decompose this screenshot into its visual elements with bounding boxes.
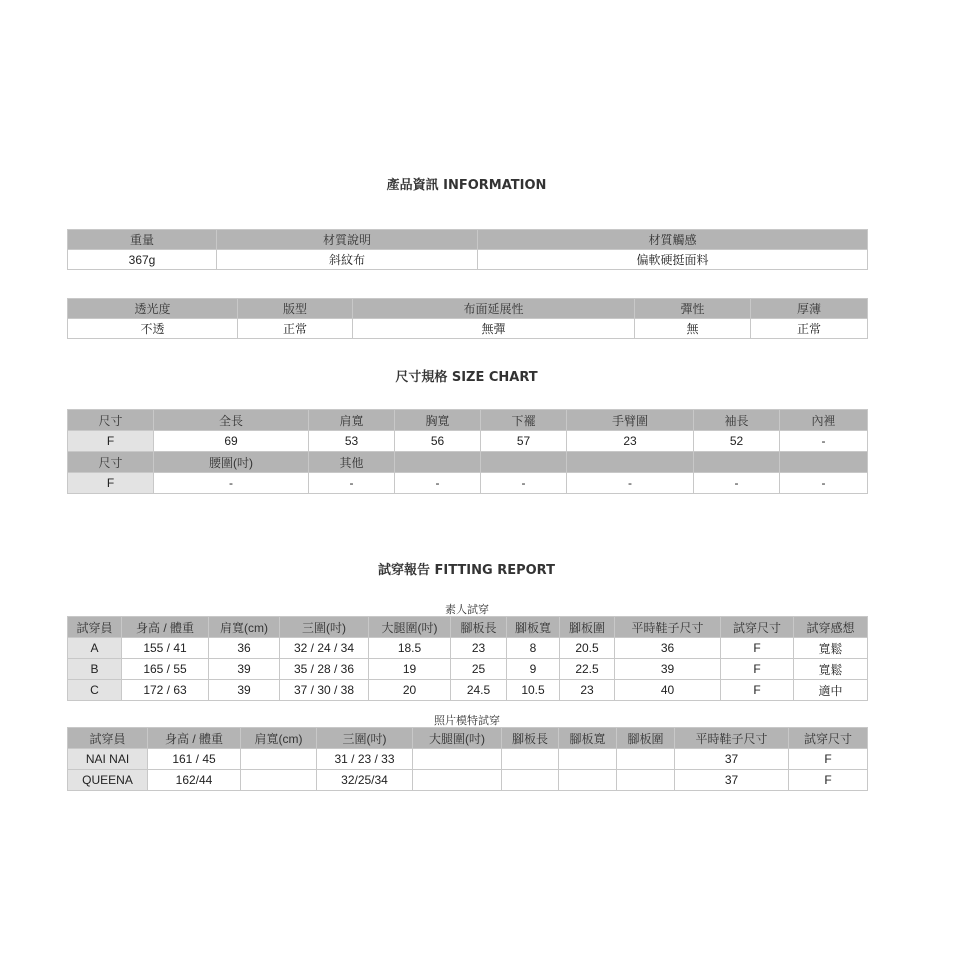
stretch-value: 無彈 <box>353 319 635 339</box>
other-header: 其他 <box>309 452 395 473</box>
table-cell <box>617 770 675 791</box>
chest-cell: 56 <box>395 431 481 452</box>
column-header: 身高 / 體重 <box>122 617 209 638</box>
material-value: 斜紋布 <box>217 250 478 270</box>
empty-header <box>567 452 694 473</box>
hem-cell: 57 <box>481 431 567 452</box>
empty-header <box>395 452 481 473</box>
size-cell: F <box>68 431 154 452</box>
material-table <box>67 229 868 270</box>
value-cell: - <box>481 473 567 494</box>
waist-cell: - <box>154 473 309 494</box>
lining-header: 內裡 <box>780 410 868 431</box>
table-cell: F <box>721 680 794 701</box>
column-header: 肩寬(cm) <box>209 617 280 638</box>
table-row <box>68 250 868 270</box>
elasticity-header: 彈性 <box>635 299 751 319</box>
table-header-row <box>68 452 868 473</box>
table-cell: 172 / 63 <box>122 680 209 701</box>
shoulder-header: 肩寬 <box>309 410 395 431</box>
size-chart-table <box>67 409 868 494</box>
table-cell: F <box>789 749 868 770</box>
fabric-table <box>67 298 868 339</box>
table-cell <box>413 749 502 770</box>
thickness-header: 厚薄 <box>751 299 868 319</box>
opacity-value: 不透 <box>68 319 238 339</box>
table-cell: 32 / 24 / 34 <box>280 638 369 659</box>
size-header: 尺寸 <box>68 452 154 473</box>
column-header: 三圍(吋) <box>280 617 369 638</box>
table-cell <box>502 749 559 770</box>
fit-value: 正常 <box>238 319 353 339</box>
table-cell: 37 <box>675 749 789 770</box>
table-row <box>68 473 868 494</box>
table-cell: 18.5 <box>369 638 451 659</box>
table-header-row <box>68 728 868 749</box>
table-header-row <box>68 410 868 431</box>
column-header: 腳板圍 <box>560 617 615 638</box>
table-row <box>68 319 868 339</box>
empty-header <box>481 452 567 473</box>
table-cell: F <box>721 659 794 680</box>
table-cell: 24.5 <box>451 680 507 701</box>
column-header: 平時鞋子尺寸 <box>615 617 721 638</box>
tester-name-cell: NAI NAI <box>68 749 148 770</box>
other-cell: - <box>309 473 395 494</box>
table-cell: 25 <box>451 659 507 680</box>
stretch-header: 布面延展性 <box>353 299 635 319</box>
column-header: 肩寬(cm) <box>241 728 317 749</box>
table-cell: 36 <box>209 638 280 659</box>
tester-name-cell: B <box>68 659 122 680</box>
tester-name-cell: QUEENA <box>68 770 148 791</box>
sleeve-cell: 52 <box>694 431 780 452</box>
table-row <box>68 680 868 701</box>
value-cell: - <box>694 473 780 494</box>
length-header: 全長 <box>154 410 309 431</box>
column-header: 試穿尺寸 <box>721 617 794 638</box>
table-cell: 162/44 <box>148 770 241 791</box>
table-cell: 37 <box>675 770 789 791</box>
column-header: 平時鞋子尺寸 <box>675 728 789 749</box>
table-cell: 39 <box>209 659 280 680</box>
table-cell <box>413 770 502 791</box>
table-cell: 22.5 <box>560 659 615 680</box>
column-header: 三圍(吋) <box>317 728 413 749</box>
table-cell: 165 / 55 <box>122 659 209 680</box>
column-header: 大腿圍(吋) <box>413 728 502 749</box>
table-cell: 23 <box>451 638 507 659</box>
column-header: 腳板寬 <box>507 617 560 638</box>
column-header: 試穿員 <box>68 617 122 638</box>
table-cell <box>559 749 617 770</box>
lining-cell: - <box>780 431 868 452</box>
weight-header: 重量 <box>68 230 217 250</box>
size-header: 尺寸 <box>68 410 154 431</box>
table-cell: 8 <box>507 638 560 659</box>
table-cell: 35 / 28 / 36 <box>280 659 369 680</box>
texture-value: 偏軟硬挺面料 <box>478 250 868 270</box>
table-cell: 39 <box>615 659 721 680</box>
table-cell <box>241 770 317 791</box>
table-cell: F <box>721 638 794 659</box>
table-cell <box>617 749 675 770</box>
table-row <box>68 770 868 791</box>
table-cell <box>559 770 617 791</box>
table-cell: 161 / 45 <box>148 749 241 770</box>
table-cell: 32/25/34 <box>317 770 413 791</box>
weight-value: 367g <box>68 250 217 270</box>
empty-header <box>694 452 780 473</box>
table-cell: 10.5 <box>507 680 560 701</box>
model-fitting-table <box>67 727 868 791</box>
material-header: 材質說明 <box>217 230 478 250</box>
table-cell: 31 / 23 / 33 <box>317 749 413 770</box>
table-cell: 寬鬆 <box>794 638 868 659</box>
table-cell: 寬鬆 <box>794 659 868 680</box>
column-header: 腳板長 <box>502 728 559 749</box>
column-header: 試穿員 <box>68 728 148 749</box>
table-row <box>68 659 868 680</box>
table-row <box>68 431 868 452</box>
elasticity-value: 無 <box>635 319 751 339</box>
table-cell: 適中 <box>794 680 868 701</box>
table-cell: 9 <box>507 659 560 680</box>
table-cell <box>502 770 559 791</box>
chest-header: 胸寬 <box>395 410 481 431</box>
table-cell: 23 <box>560 680 615 701</box>
amateur-fitting-caption: 素人試穿 <box>445 603 489 616</box>
texture-header: 材質觸感 <box>478 230 868 250</box>
table-row <box>68 638 868 659</box>
size-cell: F <box>68 473 154 494</box>
fit-header: 版型 <box>238 299 353 319</box>
column-header: 身高 / 體重 <box>148 728 241 749</box>
value-cell: - <box>395 473 481 494</box>
length-cell: 69 <box>154 431 309 452</box>
column-header: 腳板圍 <box>617 728 675 749</box>
table-cell: F <box>789 770 868 791</box>
table-cell: 40 <box>615 680 721 701</box>
sleeve-header: 袖長 <box>694 410 780 431</box>
table-cell <box>241 749 317 770</box>
model-fitting-caption: 照片模特試穿 <box>434 714 500 727</box>
table-cell: 20 <box>369 680 451 701</box>
fitting-report-title: 試穿報告 FITTING REPORT <box>378 563 555 578</box>
size-chart-title: 尺寸規格 SIZE CHART <box>395 370 538 385</box>
arm-cell: 23 <box>567 431 694 452</box>
table-cell: 155 / 41 <box>122 638 209 659</box>
column-header: 腳板長 <box>451 617 507 638</box>
opacity-header: 透光度 <box>68 299 238 319</box>
table-cell: 19 <box>369 659 451 680</box>
waist-header: 腰圍(吋) <box>154 452 309 473</box>
thickness-value: 正常 <box>751 319 868 339</box>
table-header-row <box>68 230 868 250</box>
column-header: 大腿圍(吋) <box>369 617 451 638</box>
tester-name-cell: A <box>68 638 122 659</box>
value-cell: - <box>567 473 694 494</box>
information-title: 產品資訊 INFORMATION <box>386 178 547 193</box>
table-cell: 20.5 <box>560 638 615 659</box>
table-header-row <box>68 617 868 638</box>
hem-header: 下襬 <box>481 410 567 431</box>
table-cell: 37 / 30 / 38 <box>280 680 369 701</box>
table-cell: 36 <box>615 638 721 659</box>
table-row <box>68 749 868 770</box>
table-header-row <box>68 299 868 319</box>
column-header: 試穿感想 <box>794 617 868 638</box>
value-cell: - <box>780 473 868 494</box>
table-cell: 39 <box>209 680 280 701</box>
column-header: 腳板寬 <box>559 728 617 749</box>
empty-header <box>780 452 868 473</box>
arm-header: 手臂圍 <box>567 410 694 431</box>
column-header: 試穿尺寸 <box>789 728 868 749</box>
shoulder-cell: 53 <box>309 431 395 452</box>
tester-name-cell: C <box>68 680 122 701</box>
amateur-fitting-table <box>67 616 868 701</box>
